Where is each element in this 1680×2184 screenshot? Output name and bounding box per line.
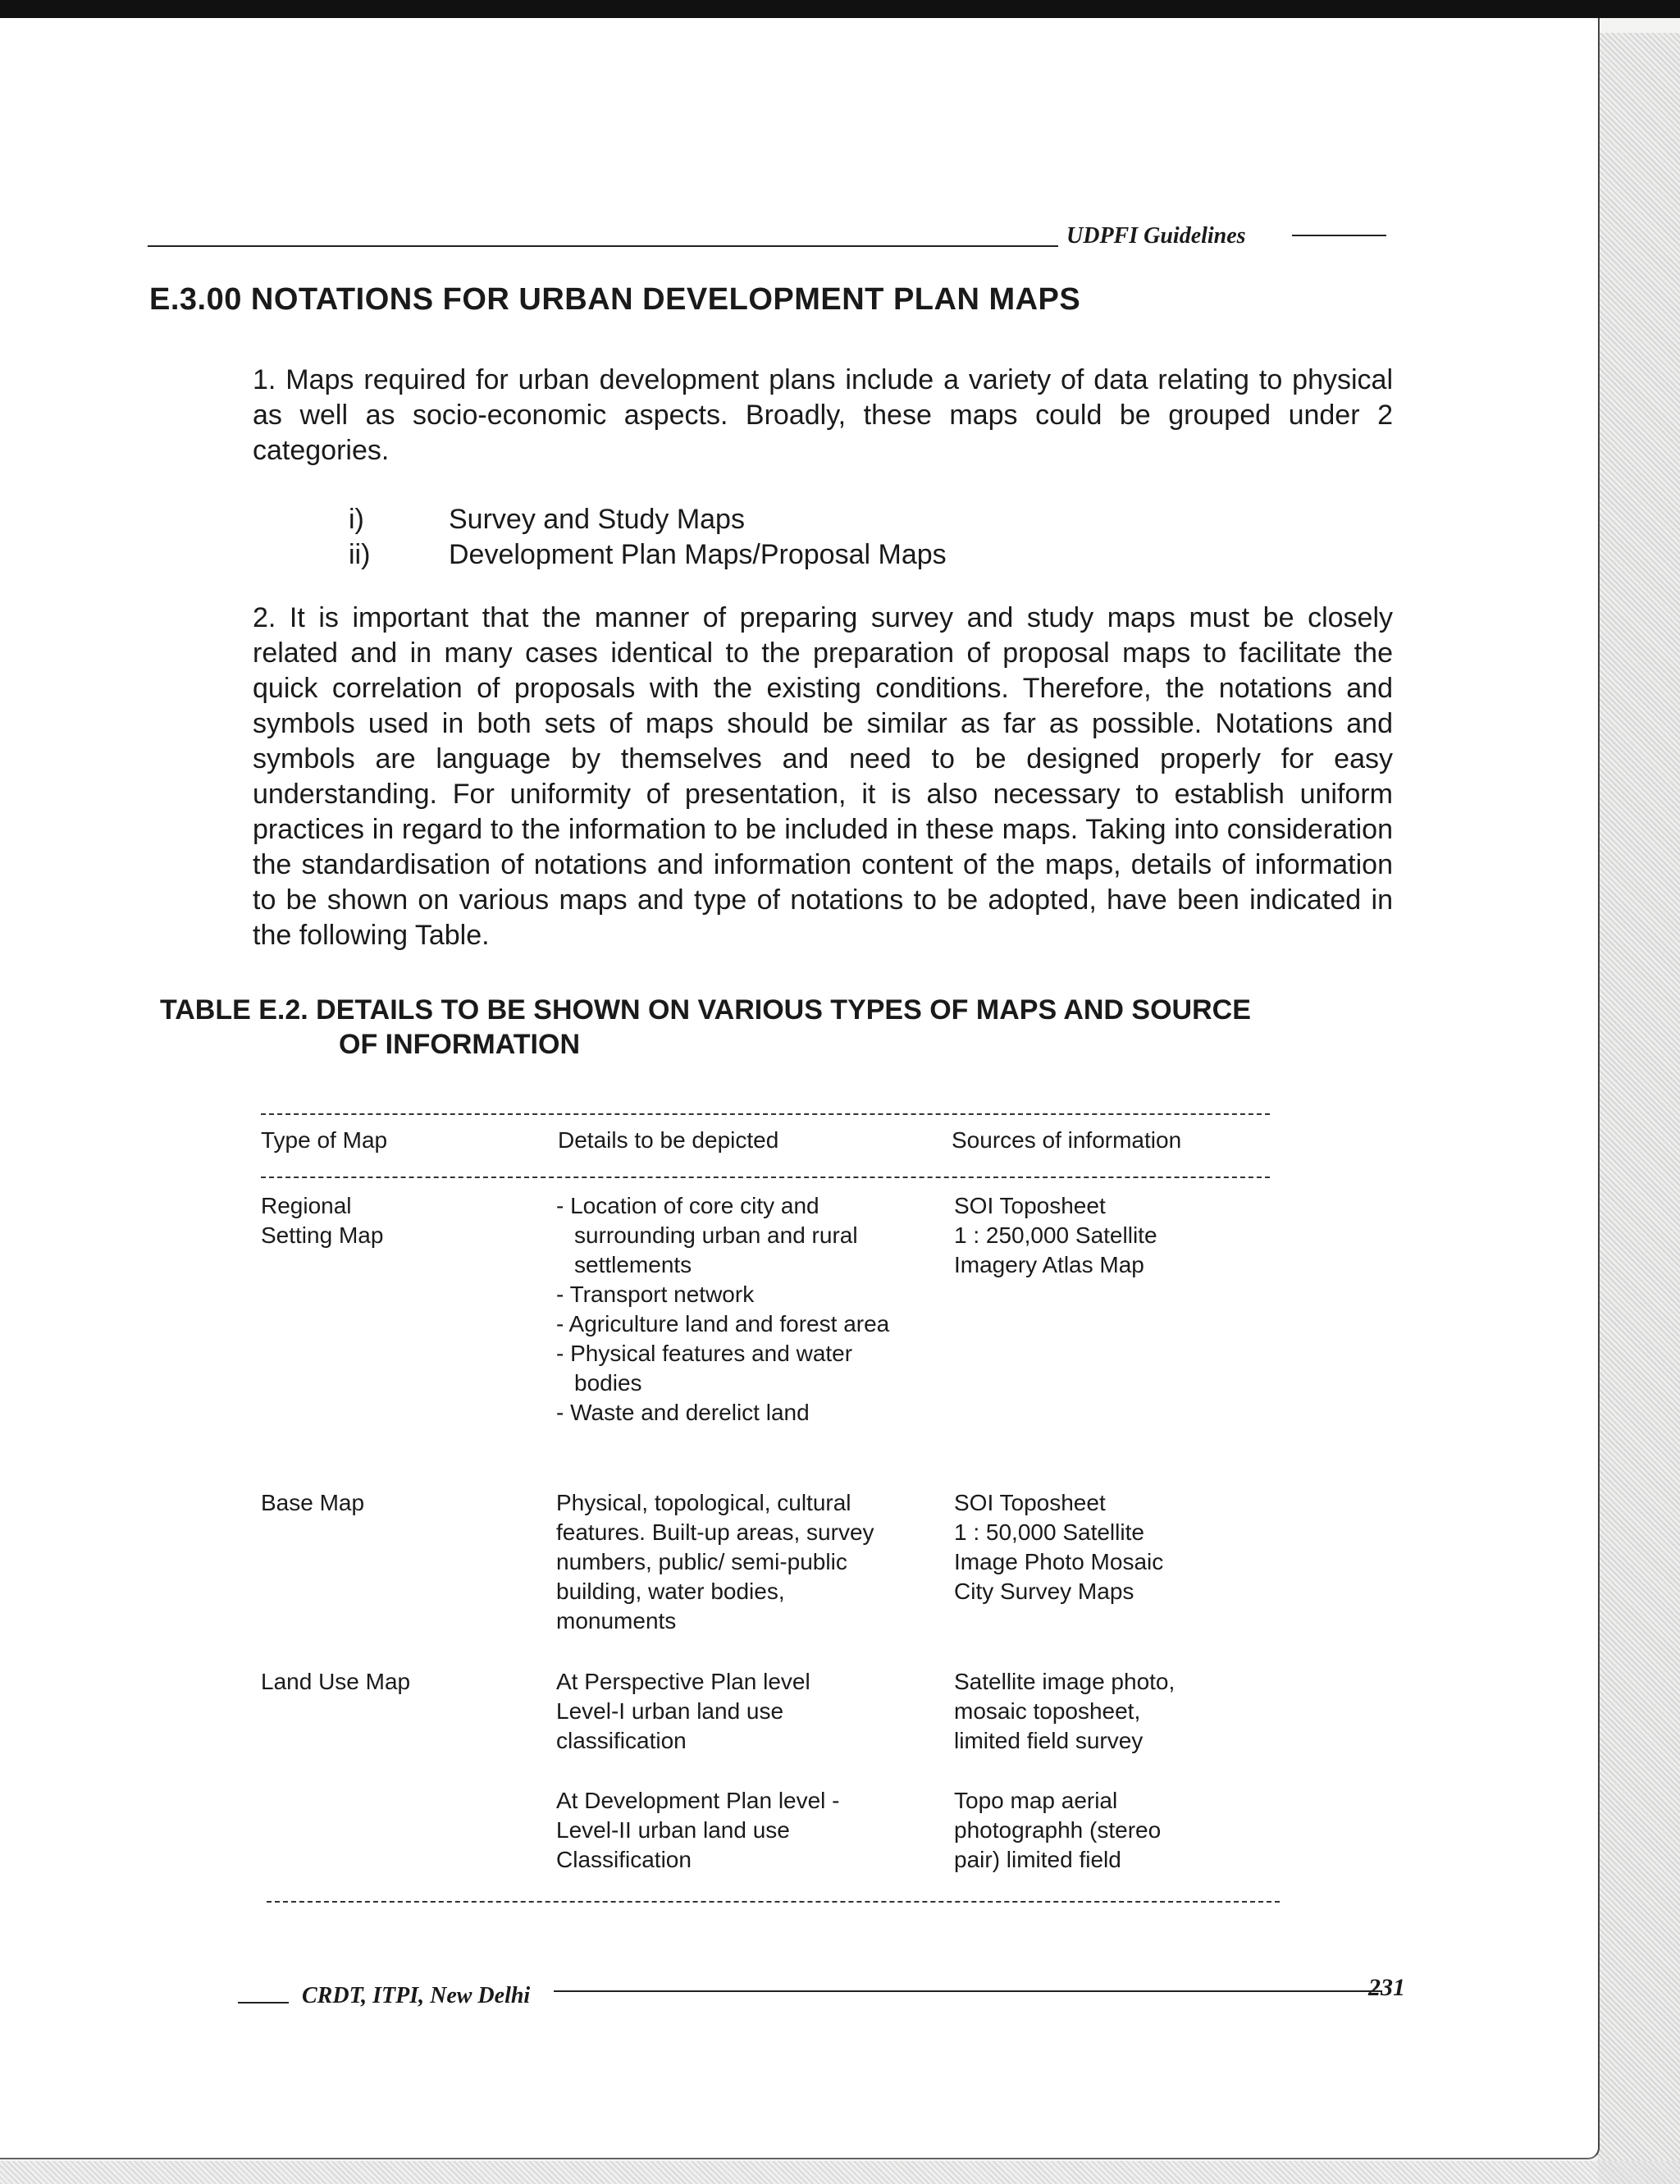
- header-rule-right: [1292, 235, 1386, 236]
- list-item: [349, 502, 947, 537]
- footer-rule-right: [554, 1990, 1382, 1992]
- header-rule: [148, 245, 1058, 247]
- list-item-number: i): [349, 504, 364, 535]
- table-header-sources: Sources of information: [952, 1127, 1182, 1153]
- list-item-text: Survey and Study Maps: [449, 504, 745, 535]
- table-title-line-1: TABLE E.2. DETAILS TO BE SHOWN ON VARIOUS TYPES OF MAPS AND SOURCE: [160, 994, 1251, 1026]
- table-header-type: Type of Map: [261, 1127, 388, 1153]
- table-title-line-2: OF INFORMATION: [339, 1029, 580, 1060]
- footer-publisher: CRDT, ITPI, New Delhi: [302, 1983, 531, 2008]
- table-header-details: Details to be depicted: [558, 1127, 779, 1153]
- cell-sources: Satellite image photo, mosaic toposheet, limited field survey: [954, 1669, 1176, 1753]
- running-header: UDPFI Guidelines: [1066, 223, 1246, 249]
- document-page: [0, 18, 1600, 2159]
- cell-details: At Development Plan level - Level-II urban land use Classification: [556, 1788, 840, 1872]
- page-number: 231: [1368, 1974, 1405, 2001]
- section-title: E.3.00 NOTATIONS FOR URBAN DEVELOPMENT PLAN MAPS: [149, 282, 1081, 317]
- paragraph-1: 1. Maps required for urban development plans include a variety of data relating to physical as well as socio-economic aspects. Broadly, these maps could be grouped under 2 categories.: [253, 364, 1393, 466]
- footer-rule-left: [238, 2002, 289, 2004]
- list-item: [349, 537, 947, 573]
- cell-details: At Perspective Plan level Level-I urban land use classification: [556, 1669, 810, 1753]
- table-title: [160, 993, 1407, 1062]
- scan-bottom-edge: [0, 2161, 1680, 2184]
- cell-details: Physical, topological, cultural features. Built-up areas, survey numbers, public/ semi-public building, water bodies, monuments: [556, 1490, 874, 1633]
- paragraph-2: 2. It is important that the manner of preparing survey and study maps must be closely related and in many cases identical to the preparation of proposal maps to facilitate the quick correlation of proposals with the existing conditions. Therefore, the notations and symbols used in both sets of maps should be similar as far as possible. Notations and symbols are language by themselves and need to be designed properly for easy understanding. For uniformity of presentation, it is also necessary to establish uniform practices in regard to the information to be included in these maps. Taking into consideration the standardisation of notations and information content of the maps, details of information to be shown on various maps and type of notations to be adopted, have been indicated in the following Table.: [253, 602, 1393, 951]
- table-top-rule: [261, 1113, 1270, 1115]
- table-header-rule: [261, 1177, 1270, 1178]
- cell-map-type: Base Map: [261, 1490, 365, 1515]
- list-item-number: ii): [349, 539, 371, 570]
- cell-map-type: Land Use Map: [261, 1669, 411, 1694]
- category-list: [349, 502, 947, 573]
- cell-sources: SOI Toposheet 1 : 250,000 Satellite Imagery Atlas Map: [954, 1193, 1157, 1277]
- cell-map-type: Regional Setting Map: [261, 1193, 384, 1248]
- scan-right-edge: [1598, 33, 1680, 2184]
- table-bottom-rule: [267, 1901, 1280, 1903]
- scan-top-border: [0, 0, 1680, 18]
- list-item-text: Development Plan Maps/Proposal Maps: [449, 539, 947, 570]
- cell-details: - Location of core city and surrounding urban and rural settlements - Transport network - Agriculture land and forest area - Physical features and water bodies - Waste and derelict land: [556, 1193, 890, 1425]
- cell-sources: Topo map aerial photographh (stereo pair) limited field: [954, 1788, 1162, 1872]
- cell-sources: SOI Toposheet 1 : 50,000 Satellite Image Photo Mosaic City Survey Maps: [954, 1490, 1164, 1604]
